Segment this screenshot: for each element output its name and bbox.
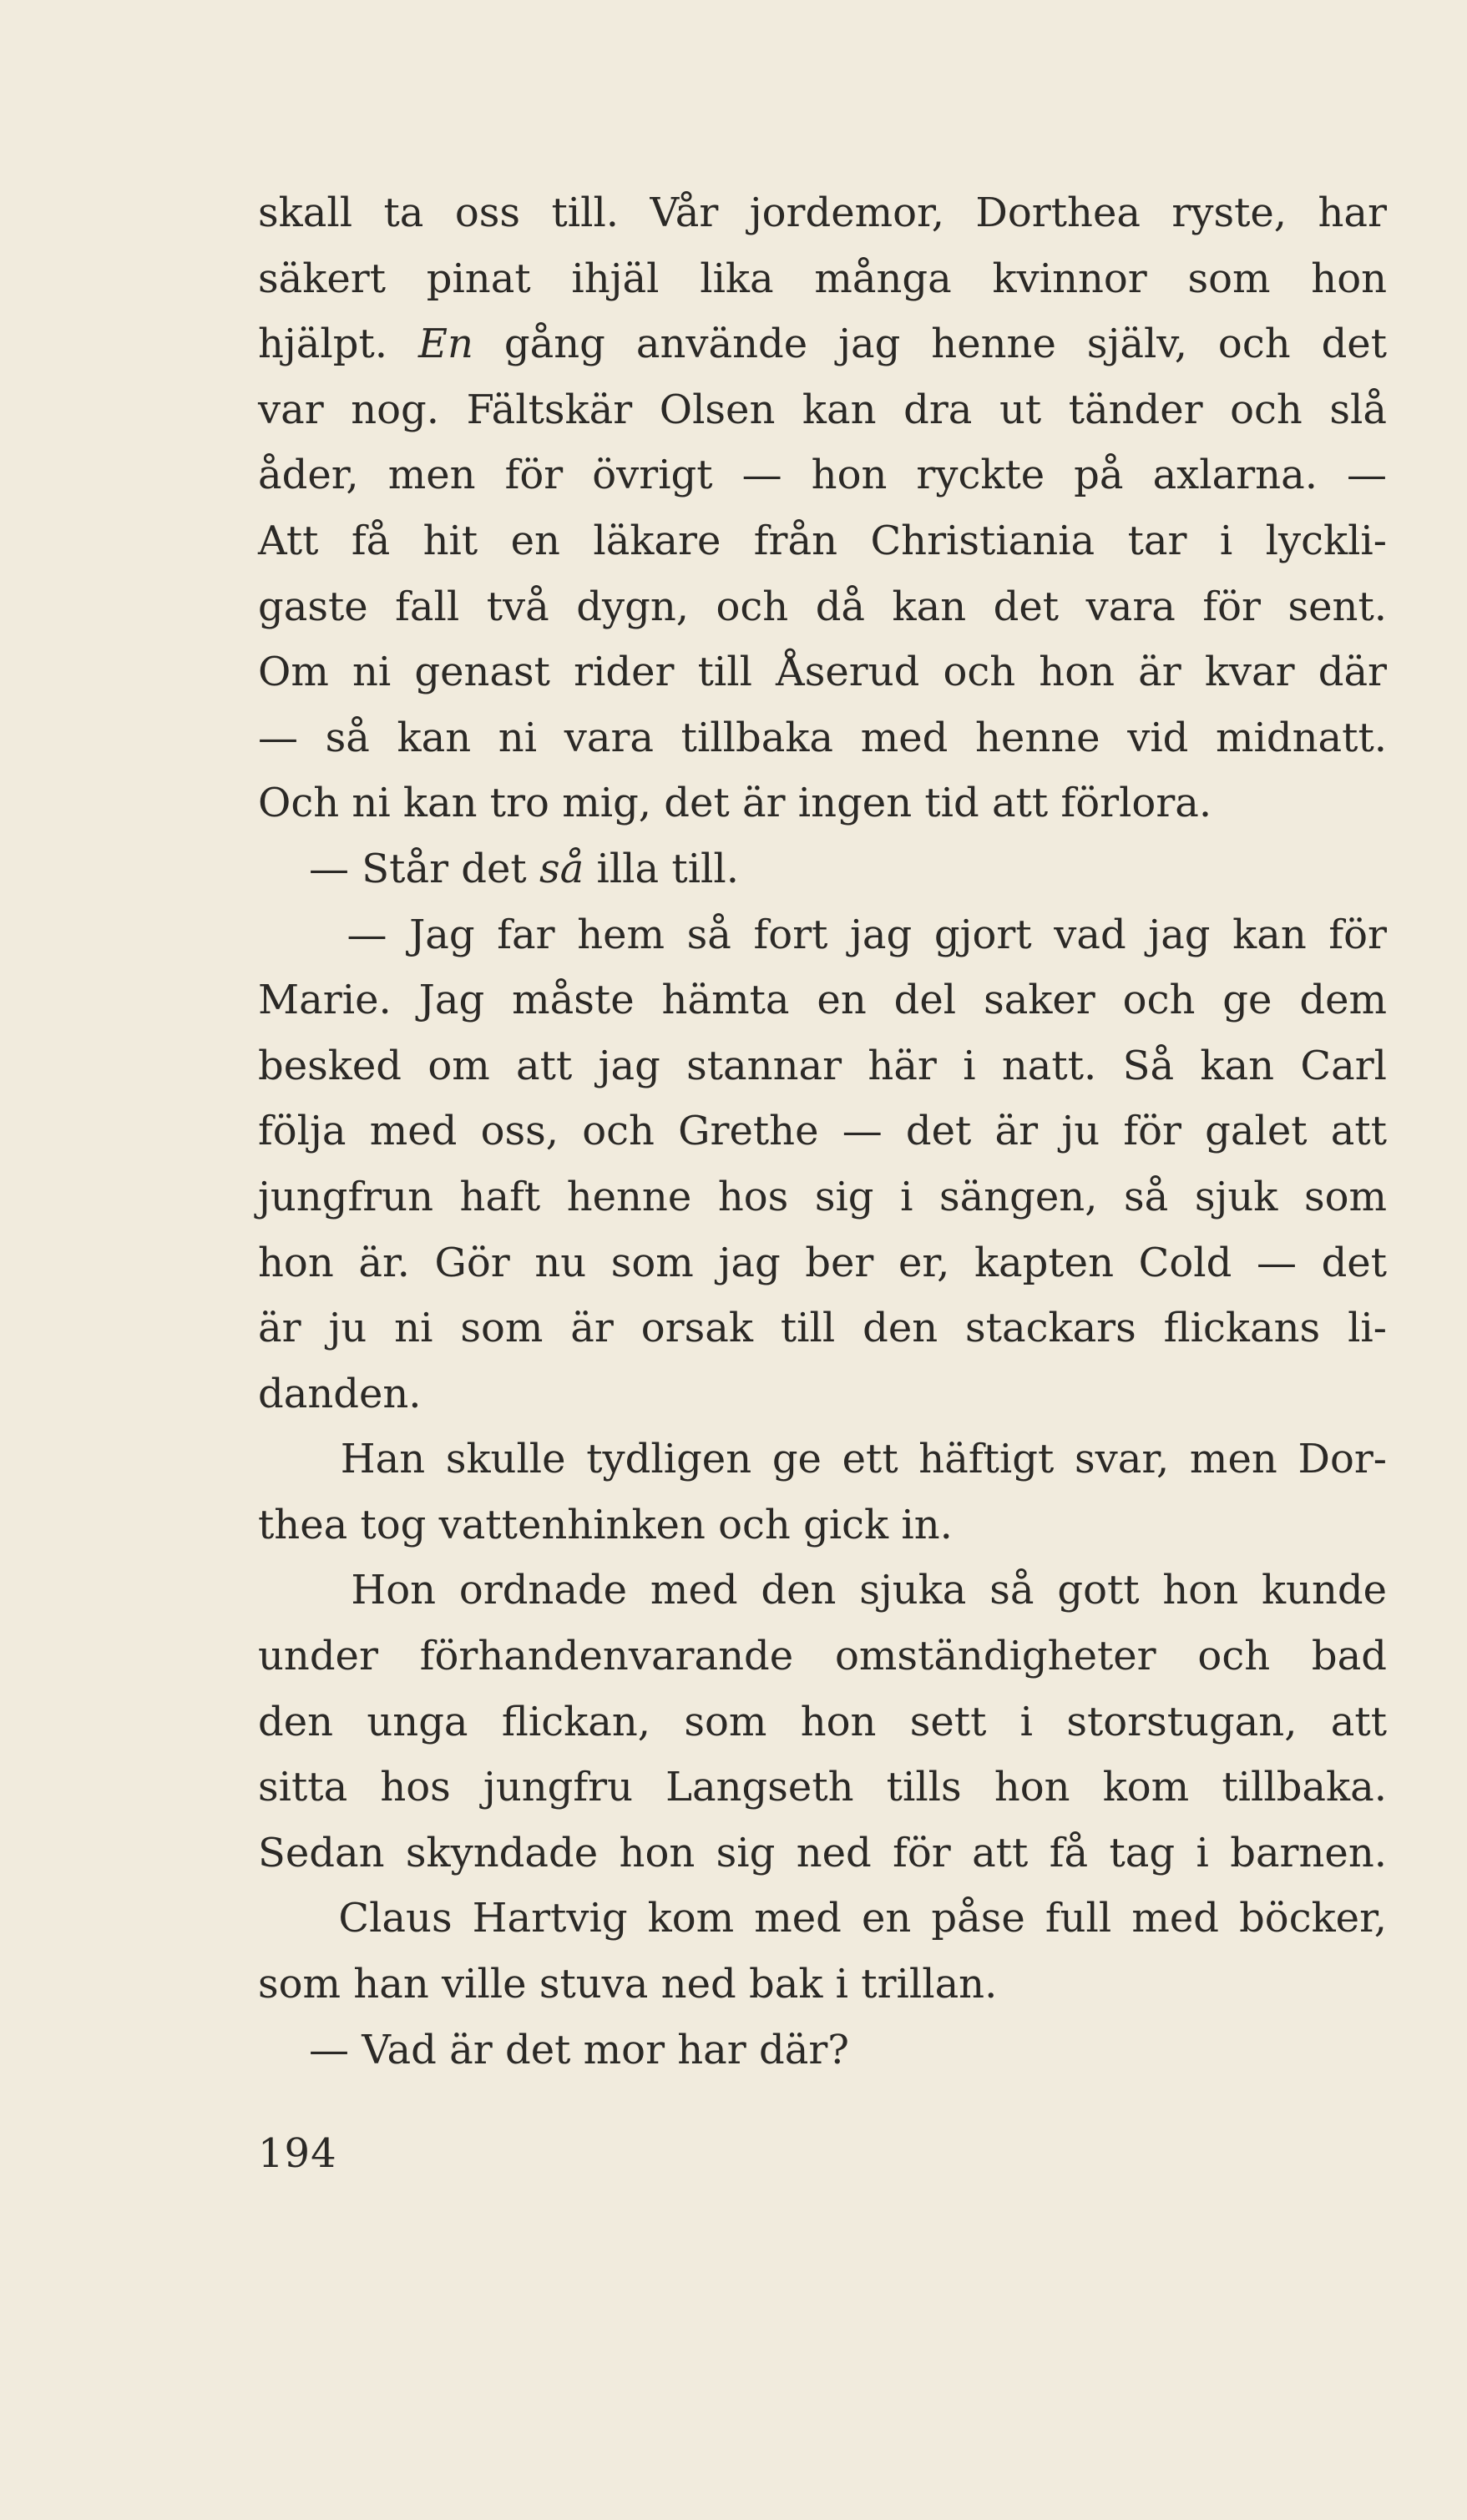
- text-line: [258, 639, 1387, 705]
- text-span: Marie. Jag måste hämta en del saker och ge dem: [258, 977, 1387, 1024]
- text-span: thea tog vattenhinken och gick in.: [258, 1501, 953, 1548]
- italic-text: En: [418, 321, 473, 368]
- text-span: var nog. Fältskär Olsen kan dra ut tänder och slå: [258, 386, 1387, 433]
- text-line: [258, 246, 1387, 312]
- text-line: [258, 1952, 1387, 2018]
- text-line: [258, 311, 1387, 377]
- text-span: — Jag far hem så fort jag gjort vad jag kan för: [258, 911, 1387, 958]
- text-line: [258, 902, 1387, 968]
- text-span: sitta hos jungfru Langseth tills hon kom tillbaka.: [258, 1764, 1387, 1811]
- text-line: [258, 1164, 1387, 1230]
- text-span: — Står det: [258, 845, 539, 892]
- text-span: — så kan ni vara tillbaka med henne vid midnatt.: [258, 714, 1387, 761]
- text-line: [258, 574, 1387, 640]
- text-line: [258, 1098, 1387, 1164]
- text-span: — Vad är det mor har där?: [258, 2026, 850, 2073]
- text-span: den unga flickan, som hon sett i storstugan, att: [258, 1698, 1387, 1745]
- text-span: säkert pinat ihjäl lika många kvinnor som hon: [258, 255, 1387, 302]
- text-line: [258, 1295, 1387, 1361]
- text-span: följa med oss, och Grethe — det är ju för galet att: [258, 1108, 1387, 1155]
- text-line: [258, 1755, 1387, 1821]
- text-line: [258, 1427, 1387, 1492]
- text-span: jungfrun haft henne hos sig i sängen, så sjuk som: [258, 1173, 1387, 1220]
- text-line: [258, 1558, 1387, 1624]
- text-span: Att få hit en läkare från Christiania tar i lyckli-: [258, 517, 1387, 564]
- text-line: [258, 836, 1387, 902]
- text-line: [258, 1689, 1387, 1755]
- text-span: under förhandenvarande omständigheter och bad: [258, 1633, 1387, 1680]
- text-line: [258, 1361, 1387, 1427]
- text-span: Om ni genast rider till Åserud och hon är kvar där: [258, 649, 1387, 696]
- text-span: Han skulle tydligen ge ett häftigt svar, men Dor-: [258, 1436, 1387, 1483]
- text-line: [258, 1230, 1387, 1296]
- text-span: hjälpt.: [258, 321, 418, 368]
- text-span: danden.: [258, 1370, 422, 1417]
- text-span: hon är. Gör nu som jag ber er, kapten Cold — det: [258, 1239, 1387, 1286]
- text-line: [258, 180, 1387, 246]
- body-text: [258, 180, 1387, 2083]
- text-span: Claus Hartvig kom med en påse full med böcker,: [258, 1895, 1387, 1942]
- text-span: är ju ni som är orsak till den stackars flickans li-: [258, 1305, 1387, 1352]
- page-number: 194: [258, 2130, 337, 2177]
- text-line: [258, 1492, 1387, 1558]
- text-line: [258, 705, 1387, 771]
- text-span: illa till.: [584, 845, 740, 892]
- text-line: [258, 1033, 1387, 1099]
- text-line: [258, 377, 1387, 443]
- text-span: Hon ordnade med den sjuka så gott hon kunde: [258, 1567, 1387, 1614]
- text-line: [258, 967, 1387, 1033]
- text-span: besked om att jag stannar här i natt. Så kan Carl: [258, 1042, 1387, 1089]
- text-span: åder, men för övrigt — hon ryckte på axlarna. —: [258, 452, 1387, 499]
- text-line: [258, 770, 1387, 836]
- text-span: som han ville stuva ned bak i trillan.: [258, 1961, 998, 2008]
- text-line: [258, 442, 1387, 508]
- text-span: Sedan skyndade hon sig ned för att få tag i barnen.: [258, 1829, 1387, 1876]
- text-span: Och ni kan tro mig, det är ingen tid att förlora.: [258, 780, 1212, 827]
- text-line: [258, 2018, 1387, 2083]
- text-line: [258, 1886, 1387, 1952]
- text-span: gaste fall två dygn, och då kan det vara för sent.: [258, 583, 1387, 630]
- text-line: [258, 508, 1387, 574]
- text-line: [258, 1821, 1387, 1886]
- italic-text: så: [539, 845, 584, 892]
- text-span: skall ta oss till. Vår jordemor, Dorthea ryste, har: [258, 189, 1387, 236]
- text-line: [258, 1624, 1387, 1689]
- text-span: gång använde jag henne själv, och det: [473, 321, 1387, 368]
